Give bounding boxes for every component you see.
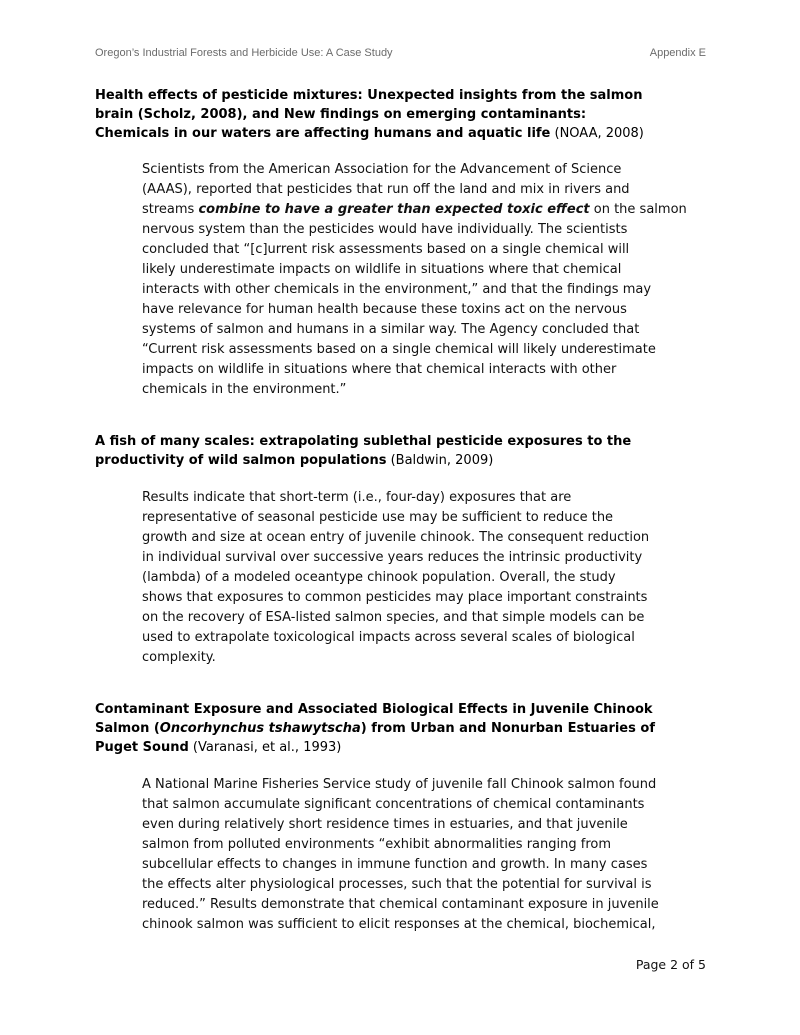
- text-run: salmon from polluted environments “exhibit abnormalities ranging from: [142, 837, 611, 852]
- body-line: [142, 835, 659, 855]
- text-run: streams: [142, 202, 199, 217]
- section-heading: [95, 700, 655, 757]
- body-line: [142, 648, 649, 668]
- text-run: concluded that “[c]urrent risk assessments based on a single chemical will: [142, 242, 630, 257]
- text-run: subcellular effects to changes in immune function and growth. In many cases: [142, 857, 648, 872]
- text-run: (lambda) of a modeled oceantype chinook population. Overall, the study: [142, 570, 616, 585]
- text-run: (Baldwin, 2009): [386, 453, 494, 468]
- text-run: (Varanasi, et al., 1993): [188, 740, 342, 755]
- text-run: systems of salmon and humans in a similar way. The Agency concluded that: [142, 322, 640, 337]
- text-run: chemicals in the environment.”: [142, 382, 347, 397]
- text-run: likely underestimate impacts on wildlife in situations where that chemical: [142, 262, 622, 277]
- text-run: the effects alter physiological processes, such that the potential for survival is: [142, 877, 652, 892]
- bold-text: A fish of many scales: extrapolating sublethal pesticide exposures to the: [95, 434, 632, 449]
- bold-italic-text: combine to have a greater than expected toxic effect: [198, 202, 590, 217]
- section-body: [142, 488, 649, 668]
- body-line: [142, 340, 687, 360]
- body-line: [142, 875, 659, 895]
- bold-text: Puget Sound: [95, 740, 189, 755]
- body-line: [142, 488, 649, 508]
- text-run: even during relatively short residence times in estuaries, and that juvenile: [142, 817, 628, 832]
- heading-line: [95, 451, 631, 470]
- heading-line: [95, 124, 644, 143]
- text-run: (AAAS), reported that pesticides that run off the land and mix in rivers and: [142, 182, 630, 197]
- bold-italic-text: Oncorhynchus tshawytscha: [159, 721, 361, 736]
- body-line: [142, 815, 659, 835]
- heading-line: [95, 432, 631, 451]
- body-line: [142, 895, 659, 915]
- body-line: [142, 160, 687, 180]
- text-run: growth and size at ocean entry of juvenile chinook. The consequent reduction: [142, 530, 650, 545]
- text-run: Results indicate that short-term (i.e., four-day) exposures that are: [142, 490, 572, 505]
- bold-text: productivity of wild salmon populations: [95, 453, 387, 468]
- section-body: [142, 160, 687, 400]
- body-line: [142, 528, 649, 548]
- body-line: [142, 508, 649, 528]
- text-run: that salmon accumulate significant concentrations of chemical contaminants: [142, 797, 645, 812]
- body-line: [142, 320, 687, 340]
- body-line: [142, 608, 649, 628]
- bold-text: Salmon (: [95, 721, 160, 736]
- body-line: [142, 260, 687, 280]
- body-line: [142, 915, 659, 935]
- body-line: [142, 360, 687, 380]
- bold-text: brain (Scholz, 2008), and New findings on emerging contaminants:: [95, 107, 587, 122]
- body-line: [142, 588, 649, 608]
- text-run: chinook salmon was sufficient to elicit responses at the chemical, biochemical,: [142, 917, 656, 932]
- text-run: nervous system than the pesticides would have individually. The scientists: [142, 222, 628, 237]
- body-line: [142, 300, 687, 320]
- body-line: [142, 568, 649, 588]
- body-line: [142, 280, 687, 300]
- body-line: [142, 220, 687, 240]
- text-run: interacts with other chemicals in the environment,” and that the findings may: [142, 282, 652, 297]
- bold-text: Chemicals in our waters are affecting humans and aquatic life: [95, 126, 551, 141]
- text-run: on the salmon: [589, 202, 687, 217]
- heading-line: [95, 738, 655, 757]
- text-run: impacts on wildlife in situations where that chemical interacts with other: [142, 362, 617, 377]
- text-run: “Current risk assessments based on a single chemical will likely underestimate: [142, 342, 656, 357]
- body-line: [142, 548, 649, 568]
- text-run: on the recovery of ESA-listed salmon species, and that simple models can be: [142, 610, 645, 625]
- body-line: [142, 380, 687, 400]
- text-run: have relevance for human health because these toxins act on the nervous: [142, 302, 627, 317]
- body-line: [142, 855, 659, 875]
- text-run: in individual survival over successive years reduces the intrinsic productivity: [142, 550, 643, 565]
- section-heading: [95, 86, 644, 143]
- body-line: [142, 628, 649, 648]
- heading-line: [95, 700, 655, 719]
- body-line: [142, 795, 659, 815]
- text-run: (NOAA, 2008): [550, 126, 644, 141]
- body-line: [142, 200, 687, 220]
- heading-line: [95, 105, 644, 124]
- text-run: representative of seasonal pesticide use may be sufficient to reduce the: [142, 510, 614, 525]
- body-line: [142, 775, 659, 795]
- bold-text: ) from Urban and Nonurban Estuaries of: [360, 721, 655, 736]
- body-line: [142, 180, 687, 200]
- section-body: [142, 775, 659, 935]
- text-run: complexity.: [142, 650, 216, 665]
- heading-line: [95, 719, 655, 738]
- text-run: A National Marine Fisheries Service study of juvenile fall Chinook salmon found: [142, 777, 657, 792]
- page-number: Page 2 of 5: [635, 957, 706, 972]
- bold-text: Health effects of pesticide mixtures: Unexpected insights from the salmon: [95, 88, 643, 103]
- running-header-appendix: Appendix E: [649, 47, 706, 59]
- text-run: Scientists from the American Association for the Advancement of Science: [142, 162, 622, 177]
- running-header-title: Oregon’s Industrial Forests and Herbicide Use: A Case Study: [95, 47, 393, 59]
- section-heading: [95, 432, 631, 470]
- text-run: used to extrapolate toxicological impacts across several scales of biological: [142, 630, 635, 645]
- bold-text: Contaminant Exposure and Associated Biological Effects in Juvenile Chinook: [95, 702, 653, 717]
- text-run: shows that exposures to common pesticides may place important constraints: [142, 590, 648, 605]
- text-run: reduced.” Results demonstrate that chemical contaminant exposure in juvenile: [142, 897, 659, 912]
- body-line: [142, 240, 687, 260]
- heading-line: [95, 86, 644, 105]
